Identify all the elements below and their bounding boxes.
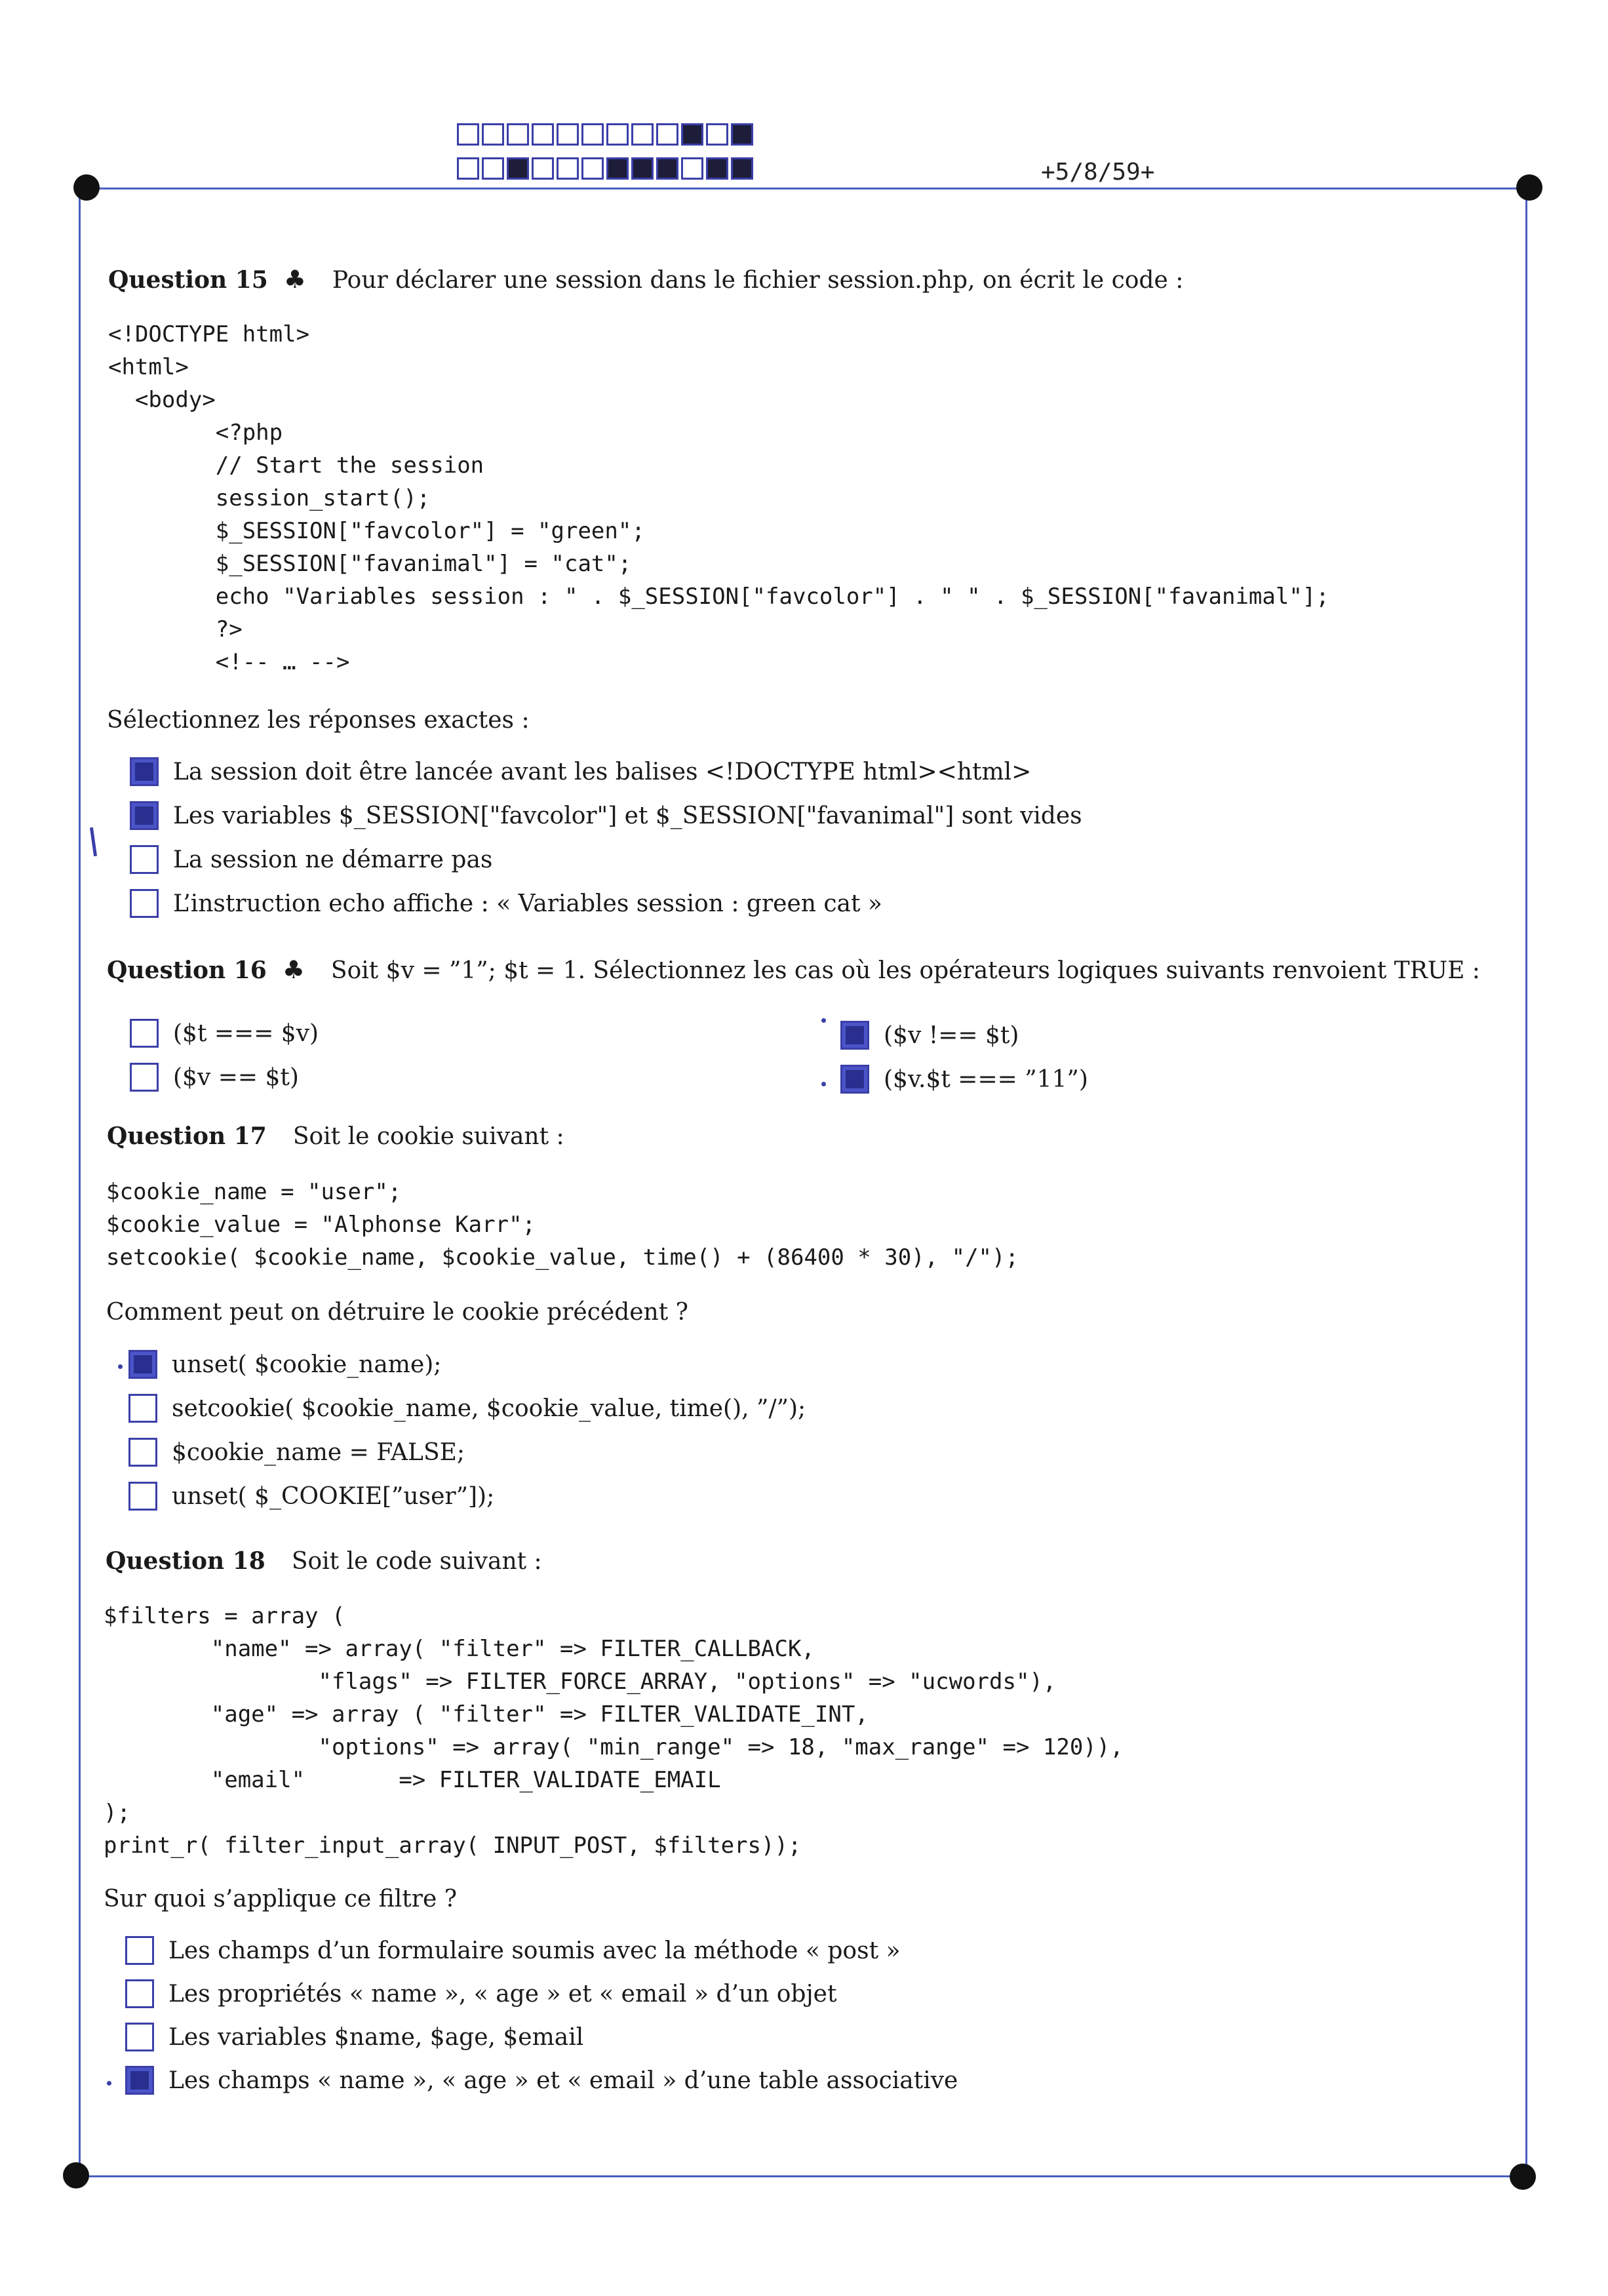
barcode-cell <box>631 157 654 180</box>
frame-right <box>1525 188 1527 2177</box>
option-label: ($v.$t === ”11”) <box>884 1065 1088 1093</box>
barcode-cell <box>581 157 604 180</box>
page-id: +5/8/59+ <box>1041 159 1155 186</box>
q18-option-1[interactable] <box>125 1936 901 1965</box>
barcode-cell <box>532 157 554 180</box>
question-16-title <box>107 955 1480 984</box>
barcode-cell <box>581 123 604 146</box>
question-18-code: $filters = array ( "name" => array( "filter" => FILTER_CALLBACK, "flags" => FILTER_FORCE_ARRAY, "options" => "ucwords"), "age" => array ( "filter" => FILTER_VALIDATE_INT, "options" => array( "min_range" => 18, "max_range" => 120)), "email" => FILTER_VALIDATE_EMAIL ); print_r( filter_input_array( INPUT_POST, $filters)); <box>104 1603 1124 1859</box>
checkbox-checked[interactable] <box>130 757 159 786</box>
registration-mark-top-left <box>73 174 100 201</box>
q17-option-1[interactable] <box>128 1350 441 1379</box>
registration-mark-bottom-right <box>1510 2164 1536 2190</box>
question-17-prompt: Soit le cookie suivant : <box>292 1123 564 1150</box>
option-label: unset( $_COOKIE[”user”]); <box>172 1482 495 1510</box>
question-15-instruction: Sélectionnez les réponses exactes : <box>107 707 530 734</box>
checkbox[interactable] <box>130 1063 159 1092</box>
barcode-cell <box>731 123 753 146</box>
barcode-cell <box>482 157 504 180</box>
barcode-cell <box>507 123 529 146</box>
checkbox[interactable] <box>125 2023 154 2051</box>
q16-option-1[interactable] <box>130 1019 319 1048</box>
q15-option-4[interactable] <box>130 889 882 918</box>
q18-option-2[interactable] <box>125 1979 836 2008</box>
q17-option-3[interactable] <box>128 1438 465 1467</box>
checkbox[interactable] <box>130 845 159 874</box>
barcode-cell <box>731 157 753 180</box>
checkbox[interactable] <box>130 1019 159 1048</box>
q16-option-2[interactable] <box>130 1063 299 1092</box>
option-label: ($t === $v) <box>173 1019 319 1047</box>
checkbox[interactable] <box>125 1979 154 2008</box>
question-15-title <box>108 265 1183 294</box>
checkbox-checked[interactable] <box>128 1350 157 1379</box>
question-18-title <box>106 1547 542 1575</box>
q18-option-3[interactable] <box>125 2023 583 2051</box>
option-label: Les champs d’un formulaire soumis avec la méthode « post » <box>168 1937 901 1964</box>
question-17-code: $cookie_name = "user"; $cookie_value = "Alphonse Karr"; setcookie( $cookie_name, $cookie_value, time() + (86400 * 30), "/"); <box>106 1179 1019 1271</box>
checkbox[interactable] <box>125 1936 154 1965</box>
barcode-cell <box>557 123 579 146</box>
q18-option-4[interactable] <box>125 2066 958 2095</box>
barcode-cell <box>681 123 703 146</box>
pen-mark <box>90 827 97 856</box>
question-15-prompt: Pour déclarer une session dans le fichier session.php, on écrit le code : <box>332 267 1184 294</box>
barcode-row-2 <box>457 157 753 180</box>
checkbox-checked[interactable] <box>840 1021 869 1050</box>
option-label: $cookie_name = FALSE; <box>172 1438 465 1466</box>
checkbox[interactable] <box>130 889 159 918</box>
pen-mark <box>821 1018 826 1023</box>
barcode-cell <box>656 157 678 180</box>
club-icon: ♣ <box>283 265 306 294</box>
barcode-cell <box>532 123 554 146</box>
question-16-prompt: Soit $v = ”1”; $t = 1. Sélectionnez les cas où les opérateurs logiques suivants renvoient TRUE : <box>330 957 1480 984</box>
checkbox[interactable] <box>128 1394 157 1423</box>
option-label: Les variables $name, $age, $email <box>168 2023 584 2051</box>
barcode-cell <box>557 157 579 180</box>
q16-option-4[interactable] <box>840 1065 1088 1094</box>
option-label: La session doit être lancée avant les balises <!DOCTYPE html><html> <box>173 758 1032 785</box>
question-15-label: Question 15 <box>108 266 268 294</box>
club-icon: ♣ <box>282 955 305 984</box>
question-16-label: Question 16 <box>107 957 267 984</box>
question-17-question: Comment peut on détruire le cookie précédent ? <box>106 1299 688 1326</box>
frame-bottom <box>75 2175 1523 2177</box>
option-label: Les propriétés « name », « age » et « email » d’un objet <box>168 1980 837 2008</box>
barcode-cell <box>631 123 654 146</box>
option-label: ($v !== $t) <box>884 1021 1019 1049</box>
question-18-prompt: Soit le code suivant : <box>291 1548 542 1575</box>
question-18-question: Sur quoi s’applique ce filtre ? <box>104 1886 457 1912</box>
registration-mark-top-right <box>1516 174 1542 201</box>
checkbox-checked[interactable] <box>125 2066 154 2095</box>
option-label: Les variables $_SESSION["favcolor"] et $_SESSION["favanimal"] sont vides <box>173 802 1082 829</box>
q15-option-1[interactable] <box>130 757 1031 786</box>
barcode-cell <box>706 157 728 180</box>
option-label: Les champs « name », « age » et « email » d’une table associative <box>168 2067 958 2094</box>
barcode-cell <box>606 123 629 146</box>
checkbox[interactable] <box>128 1482 157 1511</box>
option-label: La session ne démarre pas <box>173 846 493 873</box>
option-label: L’instruction echo affiche : « Variables session : green cat » <box>173 890 882 917</box>
question-17-title <box>107 1122 564 1150</box>
barcode-cell <box>706 123 728 146</box>
barcode-cell <box>681 157 703 180</box>
q15-option-3[interactable] <box>130 845 492 874</box>
q15-option-2[interactable] <box>130 801 1082 830</box>
option-label: unset( $cookie_name); <box>172 1351 442 1378</box>
question-18-label: Question 18 <box>106 1547 265 1575</box>
frame-left <box>79 188 81 2177</box>
checkbox[interactable] <box>128 1438 157 1467</box>
pen-mark <box>107 2081 111 2086</box>
barcode-cell <box>656 123 678 146</box>
checkbox-checked[interactable] <box>840 1065 869 1094</box>
registration-mark-bottom-left <box>63 2162 89 2188</box>
question-17-label: Question 17 <box>107 1122 267 1150</box>
pen-mark <box>821 1082 826 1086</box>
barcode-cell <box>457 123 479 146</box>
frame-top <box>87 188 1530 189</box>
barcode-cell <box>507 157 529 180</box>
option-label: setcookie( $cookie_name, $cookie_value, time(), ”/”); <box>172 1395 806 1422</box>
barcode-cell <box>606 157 629 180</box>
barcode-cell <box>457 157 479 180</box>
barcode-cell <box>482 123 504 146</box>
pen-mark <box>118 1364 123 1369</box>
q17-option-4[interactable] <box>128 1482 494 1511</box>
option-label: ($v == $t) <box>173 1063 299 1091</box>
q17-option-2[interactable] <box>128 1394 806 1423</box>
q16-option-3[interactable] <box>840 1021 1019 1050</box>
checkbox-checked[interactable] <box>130 801 159 830</box>
question-15-code: <!DOCTYPE html> <html> <body> <?php // Start the session session_start(); $_SESSION["favcolor"] = "green"; $_SESSION["favanimal"] = "cat"; echo "Variables session : " . $_SESSION["favcolor"] . " " . $_SESSION["favanimal"]; ?> <!-- … --> <box>108 321 1329 675</box>
barcode-row-1 <box>457 123 753 146</box>
